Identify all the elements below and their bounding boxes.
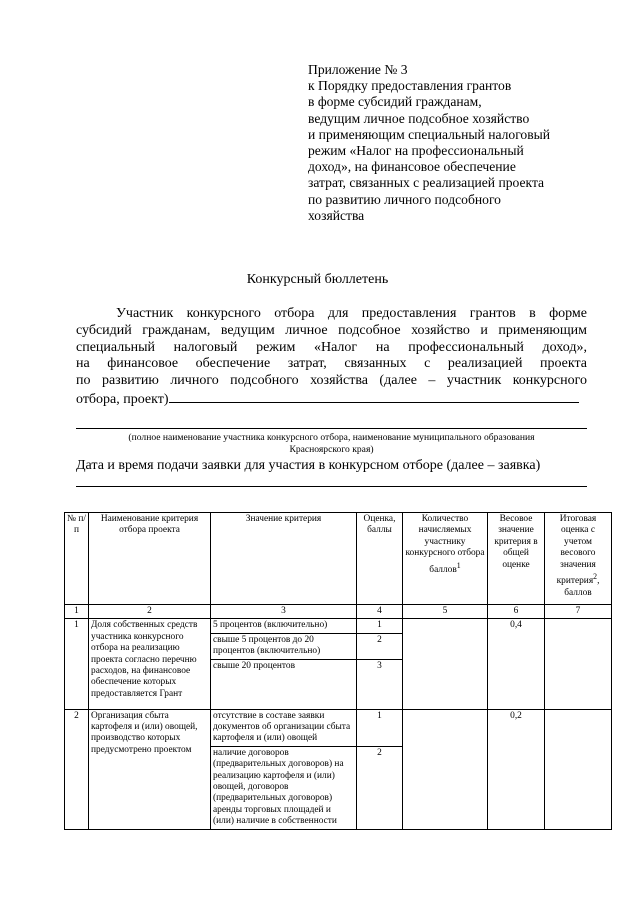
appendix-line: по развитию личного подсобного xyxy=(308,191,501,207)
criterion-name: Доля собственных средств участника конкурсного отбора на реализацию проекта согласно перечню расходов, на финансовое обеспечение которых предоставляется Грант xyxy=(89,619,211,709)
header-name: Наименование критерия отбора проекта xyxy=(89,513,211,605)
appendix-line: хозяйства xyxy=(308,207,365,223)
criterion-value: наличие договоров (предварительных договоров) на реализацию картофеля и (или) овощей, договоров (предварительных договоров) аренды торговых площадей и (или) наличие в собственности xyxy=(211,746,357,829)
count-cell[interactable] xyxy=(403,709,488,829)
caption-line: Красноярского края) xyxy=(289,444,374,455)
criterion-name: Организация сбыта картофеля и (или) овощей, производство которых предусмотрено проектом xyxy=(89,709,211,829)
appendix-line: и применяющим специальный налоговый xyxy=(308,126,551,142)
caption-line: (полное наименование участника конкурсного отбора, наименование муниципального образования xyxy=(128,432,535,443)
appendix-line: ведущим личное подсобное хозяйство xyxy=(308,110,530,126)
column-number-row xyxy=(65,605,612,619)
column-number: 7 xyxy=(545,605,612,619)
intro-last-text: отбора, проект) xyxy=(76,391,169,407)
intro-line: по развитию личного подсобного хозяйства (далее – участник конкурсного xyxy=(76,373,587,389)
footnote-mark: 1 xyxy=(456,560,461,570)
appendix-line: затрат, связанных с реализацией проекта xyxy=(308,175,545,191)
date-time-label: Дата и время подачи заявки для участия в конкурсном отборе (далее – заявка) xyxy=(76,458,541,473)
header-num: № п/п xyxy=(65,513,89,605)
intro-line: субсидий гражданам, ведущим личное подсобное хозяйство и применяющим xyxy=(76,322,587,338)
appendix-line: к Порядку предоставления грантов xyxy=(308,78,512,94)
criterion-score: 2 xyxy=(357,633,403,659)
criterion-score: 3 xyxy=(357,659,403,709)
appendix-header xyxy=(308,62,608,224)
row-num: 1 xyxy=(65,619,89,709)
header-count xyxy=(403,513,488,605)
criteria-table xyxy=(64,512,612,830)
header-final-text: Итоговая оценка с учетом весового значения критерия xyxy=(556,514,597,587)
criterion-value: 5 процентов (включительно) xyxy=(211,619,357,633)
intro-last-line xyxy=(76,390,587,409)
header-final xyxy=(545,513,612,605)
final-cell[interactable] xyxy=(545,709,612,829)
column-number: 1 xyxy=(65,605,89,619)
criterion-value: свыше 5 процентов до 20 процентов (включительно) xyxy=(211,633,357,659)
intro-line: Участник конкурсного отбора для предоставления грантов в форме xyxy=(116,306,587,321)
appendix-line: в форме субсидий гражданам, xyxy=(308,94,482,110)
date-time-rule xyxy=(76,486,587,487)
column-number: 3 xyxy=(211,605,357,619)
table-row xyxy=(65,709,612,746)
header-score: Оценка, баллы xyxy=(357,513,403,605)
final-cell[interactable] xyxy=(545,619,612,709)
criterion-value: отсутствие в составе заявки документов об организации сбыта картофеля и (или) овощей xyxy=(211,709,357,746)
appendix-line: доход», на финансовое обеспечение xyxy=(308,159,516,175)
header-weight: Весовое значение критерия в общей оценке xyxy=(488,513,545,605)
column-number: 2 xyxy=(89,605,211,619)
intro-line: на финансовое обеспечение затрат, связанных с реализацией проекта xyxy=(76,356,587,372)
criterion-score: 1 xyxy=(357,619,403,633)
criterion-weight: 0,2 xyxy=(488,709,545,829)
footnote-mark: 2 xyxy=(593,572,598,582)
table-row xyxy=(65,619,612,633)
row-num: 2 xyxy=(65,709,89,829)
intro-paragraph xyxy=(76,306,587,409)
document-title: Конкурсный бюллетень xyxy=(246,272,389,287)
appendix-line: режим «Налог на профессиональный xyxy=(308,143,524,159)
intro-line: специальный налоговый режим «Налог на профессиональный доход», xyxy=(76,339,587,355)
criterion-value: свыше 20 процентов xyxy=(211,659,357,709)
criterion-score: 1 xyxy=(357,709,403,746)
count-cell[interactable] xyxy=(403,619,488,709)
column-number: 5 xyxy=(403,605,488,619)
column-number: 6 xyxy=(488,605,545,619)
header-final-tail: , баллов xyxy=(564,576,600,598)
participant-name-rule xyxy=(76,428,587,429)
header-value: Значение критерия xyxy=(211,513,357,605)
header-count-text: Количество начисляемых участнику конкурсного отбора баллов xyxy=(405,514,485,575)
fill-in-line xyxy=(169,390,579,403)
participant-caption xyxy=(76,432,587,456)
criterion-weight: 0,4 xyxy=(488,619,545,709)
criterion-score: 2 xyxy=(357,746,403,829)
table-header-row xyxy=(65,513,612,605)
column-number: 4 xyxy=(357,605,403,619)
appendix-line: Приложение № 3 xyxy=(308,62,408,77)
